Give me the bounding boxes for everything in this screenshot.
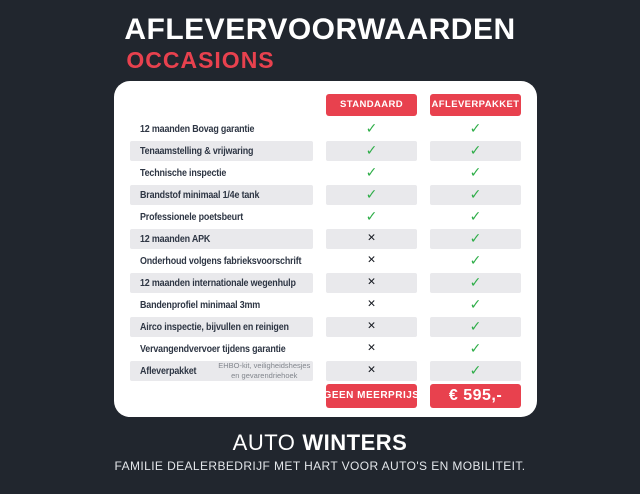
standaard-mark-cell <box>326 119 417 139</box>
header-spacer <box>130 94 313 116</box>
table-row <box>130 338 521 360</box>
row-label: 12 maanden Bovag garantie <box>140 122 255 135</box>
table-row <box>130 250 521 272</box>
afleverpakket-mark-cell <box>430 251 521 271</box>
afleverpakket-mark: ✓ <box>469 274 482 291</box>
table-header-row <box>130 94 521 116</box>
afleverpakket-mark-cell <box>430 185 521 205</box>
price-badge-afleverpakket: € 595,- <box>430 384 521 408</box>
dealer-logo-prefix: AUTO <box>232 429 296 455</box>
row-label-cell <box>130 185 313 205</box>
afleverpakket-mark: ✓ <box>469 120 482 137</box>
table-row <box>130 294 521 316</box>
afleverpakket-mark: ✓ <box>469 362 482 379</box>
price-row <box>130 384 521 408</box>
row-label-cell <box>130 207 313 227</box>
table-row <box>130 360 521 382</box>
dealer-tagline: FAMILIE DEALERBEDRIJF MET HART VOOR AUTO'S EN MOBILITEIT. <box>114 458 526 473</box>
afleverpakket-mark-cell <box>430 163 521 183</box>
page-title: AFLEVERVOORWAARDEN <box>124 13 516 46</box>
afleverpakket-mark-cell <box>430 229 521 249</box>
standaard-mark-cell <box>326 361 417 381</box>
standaard-mark-cell <box>326 295 417 315</box>
table-row <box>130 228 521 250</box>
standaard-mark: ✓ <box>365 186 378 203</box>
afleverpakket-mark: ✓ <box>469 164 482 181</box>
standaard-mark-cell <box>326 273 417 293</box>
row-note: EHBO-kit, veiligheidshesjes en gevarendriehoek <box>218 361 311 380</box>
standaard-mark-cell <box>326 163 417 183</box>
price-spacer <box>130 384 313 408</box>
afleverpakket-mark-cell <box>430 295 521 315</box>
standaard-mark: ✕ <box>367 232 376 245</box>
afleverpakket-mark: ✓ <box>469 142 482 159</box>
afleverpakket-mark-cell <box>430 119 521 139</box>
table-body <box>130 118 521 382</box>
row-label: 12 maanden APK <box>140 232 211 245</box>
price-badge-standaard: GEEN MEERPRIJS <box>326 384 417 408</box>
row-label-cell <box>130 295 313 315</box>
row-label: Brandstof minimaal 1/4e tank <box>140 188 260 201</box>
standaard-mark-cell <box>326 141 417 161</box>
row-label-cell <box>130 361 313 381</box>
standaard-mark: ✓ <box>365 142 378 159</box>
table-row <box>130 140 521 162</box>
afleverpakket-mark-cell <box>430 317 521 337</box>
row-label: Technische inspectie <box>140 166 227 179</box>
afleverpakket-mark: ✓ <box>469 186 482 203</box>
standaard-mark: ✓ <box>365 120 378 137</box>
standaard-mark: ✕ <box>367 342 376 355</box>
row-label: Tenaamstelling & vrijwaring <box>140 144 254 157</box>
afleverpakket-mark: ✓ <box>469 230 482 247</box>
column-header-standaard: STANDAARD <box>326 94 417 116</box>
page-header <box>124 14 515 72</box>
row-label: Onderhoud volgens fabrieksvoorschrift <box>140 254 302 267</box>
standaard-mark: ✕ <box>367 276 376 289</box>
table-row <box>130 184 521 206</box>
table-row <box>130 272 521 294</box>
row-label-cell <box>130 273 313 293</box>
standaard-mark: ✕ <box>367 254 376 267</box>
afleverpakket-mark: ✓ <box>469 208 482 225</box>
row-label: Afleverpakket <box>140 364 197 377</box>
row-label: Vervangendvervoer tijdens garantie <box>140 342 286 355</box>
standaard-mark-cell <box>326 339 417 359</box>
table-row <box>130 206 521 228</box>
standaard-mark: ✓ <box>365 208 378 225</box>
standaard-mark: ✕ <box>367 320 376 333</box>
afleverpakket-mark-cell <box>430 339 521 359</box>
afleverpakket-mark-cell <box>430 141 521 161</box>
standaard-mark: ✕ <box>367 364 376 377</box>
row-label-cell <box>130 163 313 183</box>
standaard-mark: ✓ <box>365 164 378 181</box>
page-subtitle: OCCASIONS <box>126 46 275 73</box>
row-label-cell <box>130 229 313 249</box>
row-label: Professionele poetsbeurt <box>140 210 244 223</box>
standaard-mark: ✕ <box>367 298 376 311</box>
standaard-mark-cell <box>326 251 417 271</box>
afleverpakket-mark-cell <box>430 273 521 293</box>
standaard-mark-cell <box>326 317 417 337</box>
row-label: 12 maanden internationale wegenhulp <box>140 276 296 289</box>
afleverpakket-mark: ✓ <box>469 318 482 335</box>
afleverpakket-mark: ✓ <box>469 340 482 357</box>
dealer-logo-suffix: WINTERS <box>302 429 408 455</box>
site-footer <box>0 429 640 473</box>
table-row <box>130 162 521 184</box>
table-row <box>130 316 521 338</box>
column-header-afleverpakket: AFLEVERPAKKET <box>430 94 521 116</box>
row-label-cell <box>130 251 313 271</box>
row-label-cell <box>130 317 313 337</box>
dealer-logo <box>0 429 640 455</box>
standaard-mark-cell <box>326 229 417 249</box>
afleverpakket-mark: ✓ <box>469 296 482 313</box>
standaard-mark-cell <box>326 185 417 205</box>
afleverpakket-mark-cell <box>430 207 521 227</box>
row-label: Airco inspectie, bijvullen en reinigen <box>140 320 289 333</box>
row-label-cell <box>130 119 313 139</box>
comparison-card <box>114 81 537 417</box>
row-label: Bandenprofiel minimaal 3mm <box>140 298 261 311</box>
standaard-mark-cell <box>326 207 417 227</box>
afleverpakket-mark: ✓ <box>469 252 482 269</box>
row-label-cell <box>130 339 313 359</box>
row-label-cell <box>130 141 313 161</box>
table-row <box>130 118 521 140</box>
afleverpakket-mark-cell <box>430 361 521 381</box>
